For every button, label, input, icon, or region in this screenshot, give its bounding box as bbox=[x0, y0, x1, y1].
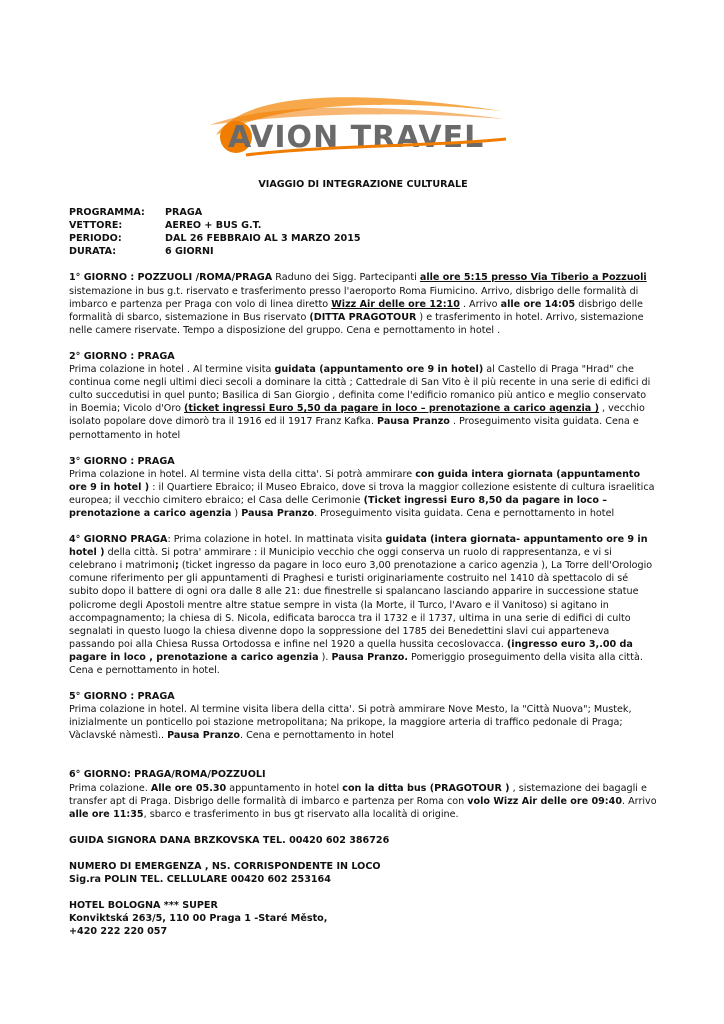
day-1-text: ) e trasferimento in hotel. Arrivo, sistemazione nelle camere riservate. Tempo a disposizione del gruppo. Cena e pernottamento in hotel . bbox=[69, 311, 644, 336]
day-6-text: , sistemazione dei bagagli e transfer apt di Praga. Disbrigo delle formalità di imbarco e partenza per Roma con bbox=[69, 782, 647, 807]
day-2-paragraph bbox=[69, 350, 657, 442]
hotel-name: HOTEL BOLOGNA *** SUPER bbox=[69, 900, 218, 912]
day-1-flight: Wizz Air delle ore 12:10 bbox=[331, 298, 460, 310]
hotel-phone: +420 222 220 057 bbox=[69, 926, 168, 938]
day-5-paragraph bbox=[69, 690, 657, 742]
day-2-ticket: (ticket ingressi Euro 5,50 da pagare in loco – prenotazione a carico agenzia ) bbox=[184, 403, 599, 415]
day-4-text: della città. Si potra' ammirare : il Municipio vecchio che oggi conserva un ruolo di rappresentanza, e vi si celebrano i matrimoni bbox=[69, 547, 612, 572]
document-title: VIAGGIO DI INTEGRAZIONE CULTURALE bbox=[258, 179, 468, 190]
day-6-flight: volo Wizz Air delle ore 09:40 bbox=[467, 795, 622, 807]
day-2-lunch: Pausa Pranzo bbox=[377, 416, 450, 428]
day-1-bus: (DITTA PRAGOTOUR bbox=[309, 311, 417, 323]
day-5-text: . Cena e pernottamento in hotel bbox=[239, 730, 394, 742]
day-1-meeting: alle ore 5:15 presso Via Tiberio a Pozzuoli bbox=[419, 272, 647, 284]
emergency-contact bbox=[69, 860, 657, 886]
day-4-text: Pomeriggio proseguimento della visita alla città. Cena e pernottamento in hotel. bbox=[69, 651, 643, 676]
vettore-value: AEREO + BUS G.T. bbox=[165, 220, 262, 232]
day-4-semicolon: ; bbox=[174, 560, 179, 572]
day-1-arrival: alle ore 14:05 bbox=[500, 298, 576, 310]
day-2-text: Prima colazione in hotel . Al termine visita bbox=[69, 364, 275, 376]
hotel-contact bbox=[69, 899, 657, 938]
day-2-guide: guidata (appuntamento ore 9 in hotel) bbox=[274, 364, 484, 376]
day-4-text: (ticket ingresso da pagare in loco euro 3,00 prenotazione a carico agenzia ), La Torre dell'Orologio comune riferimento per gli appuntamenti di Praghesi e turisti originariamente costruito nel 1410 dà spettacolo di sé subito dopo il battere di ogni ora dalle 8 alle 21: due finestrelle si spalancano lasciando apparire in successione statue policrome degli Apostoli mentre altre statue sempre in vista (la Morte, il Turco, l'Avaro e il Vanitoso) si agitano in accompagnamento; la chiesa di S. Nicola, edificata barocca tra il 1732 e il 1737, ultima in una serie di edifici di culto segnalati in questo luogo la chiesa divenne dopo la soppressione del 1785 dei Benedettini slavi cui apparteneva passando poi alla Chiesa Russa Ortodossa e infine nel 1920 a quella hussita cecoslovacca. bbox=[69, 560, 653, 650]
day-1-text: . Arrivo bbox=[459, 298, 501, 310]
day-2-text: , vecchio isolato popolare dove dimorò tra il 1916 ed il 1917 Franz Kafka. bbox=[69, 403, 645, 428]
day-2-text: al Castello di Praga "Hrad" che continua come negli ultimi dieci secoli a dominare la città ; Cattedrale di San Vito è il più recente in una serie di edifici di culto succedutisi in quel punto; Basilica di San Giorgio , definita come l'edificio romanico più antico e meglio conservato in Boemia; Vicolo d'Oro bbox=[69, 364, 651, 415]
itinerary-content bbox=[69, 178, 657, 951]
contacts-section bbox=[69, 834, 657, 939]
programme-summary bbox=[69, 206, 657, 258]
emergency-phone: Sig.ra POLIN TEL. CELLULARE 00420 602 253164 bbox=[69, 874, 331, 886]
day-3-text: Prima colazione in hotel. Al termine vista della citta'. Si potrà ammirare bbox=[69, 468, 416, 480]
day-6-arrival: alle ore 11:35 bbox=[69, 808, 144, 820]
day-1-heading: 1° GIORNO : POZZUOLI /ROMA/PRAGA bbox=[69, 272, 273, 284]
day-2-heading: 2° GIORNO : PRAGA bbox=[69, 350, 175, 362]
day-4-text: : Prima colazione in hotel. In mattinata visita bbox=[167, 534, 386, 546]
day-3-heading: 3° GIORNO : PRAGA bbox=[69, 455, 175, 467]
vettore-label: VETTORE: bbox=[69, 220, 123, 232]
durata-label: DURATA: bbox=[69, 246, 117, 258]
logo-wordmark: AVION TRAVEL bbox=[228, 120, 485, 155]
day-4-heading: 4° GIORNO PRAGA bbox=[69, 534, 168, 546]
programma-value: PRAGA bbox=[165, 207, 203, 219]
day-6-heading: 6° GIORNO: PRAGA/ROMA/POZZUOLI bbox=[69, 769, 266, 781]
day-3-text: : il Quartiere Ebraico; il Museo Ebraico, dove si trova la maggior collezione esistente di cultura israelitica europea; il vecchio cimitero ebraico; el Casa delle Cerimonie bbox=[69, 481, 655, 506]
day-4-lunch: Pausa Pranzo. bbox=[331, 651, 408, 663]
day-3-text: ) bbox=[231, 507, 242, 519]
day-3-paragraph bbox=[69, 455, 657, 520]
programma-label: PROGRAMMA: bbox=[69, 207, 145, 219]
day-6-text: . Arrivo bbox=[622, 795, 657, 807]
day-5-text: Prima colazione in hotel. Al termine visita libera della citta'. Si potrà ammirare Nove Mesto, la "Città Nuova"; Mustek, inizialmente un ponticello poi stazione metropolitana; Na prikope, la maggiore arteria di traffico pedonale di Praga; Vàclavské nàmestì.. bbox=[69, 704, 632, 742]
day-4-text: ). bbox=[318, 651, 332, 663]
day-5-heading: 5° GIORNO : PRAGA bbox=[69, 691, 175, 703]
day-6-text: Prima colazione. bbox=[69, 782, 151, 794]
day-3-guide: con guida intera giornata (appuntamento ore 9 in hotel ) bbox=[69, 468, 641, 493]
periodo-value: DAL 26 FEBBRAIO AL 3 MARZO 2015 bbox=[165, 233, 361, 245]
guide-contact: GUIDA SIGNORA DANA BRZKOVSKA TEL. 00420 602 386726 bbox=[69, 834, 390, 846]
day-6-text: , sbarco e trasferimento in bus gt riservato alla località di origine. bbox=[143, 808, 459, 820]
periodo-label: PERIODO: bbox=[69, 233, 122, 245]
day-4-guide: guidata (intera giornata- appuntamento ore 9 in hotel ) bbox=[69, 534, 648, 559]
day-6-bus: con la ditta bus (PRAGOTOUR ) bbox=[342, 782, 510, 794]
day-5-lunch: Pausa Pranzo bbox=[167, 730, 240, 742]
day-1-text: disbrigo delle formalità di sbarco, sistemazione in Bus riservato bbox=[69, 298, 643, 323]
day-3-lunch: Pausa Pranzo bbox=[241, 507, 315, 519]
durata-value: 6 GIORNI bbox=[165, 246, 214, 258]
day-4-paragraph bbox=[69, 533, 657, 677]
day-6-text: appuntamento in hotel bbox=[226, 782, 343, 794]
day-6-paragraph bbox=[69, 768, 657, 820]
hotel-address: Konviktská 263/5, 110 00 Praga 1 -Staré Město, bbox=[69, 913, 328, 925]
emergency-heading: NUMERO DI EMERGENZA , NS. CORRISPONDENTE IN LOCO bbox=[69, 860, 381, 872]
day-1-paragraph bbox=[69, 271, 657, 336]
day-3-ticket: (Ticket ingressi Euro 8,50 da pagare in loco – prenotazione a carico agenzia bbox=[69, 494, 608, 519]
day-1-text: Raduno dei Sigg. Partecipanti bbox=[272, 272, 420, 284]
day-6-meeting: Alle ore 05.30 bbox=[150, 782, 227, 794]
day-2-text: . Proseguimento visita guidata. Cena e pernottamento in hotel bbox=[69, 416, 639, 441]
day-1-text: sistemazione in bus g.t. riservato e trasferimento presso l'aeroporto Roma Fiumicino. Arrivo, disbrigo delle formalità di imbarco e partenza per Praga con volo di linea diretto bbox=[69, 285, 639, 310]
avion-travel-logo bbox=[206, 95, 508, 161]
day-4-ticket: (ingresso euro 3,.00 da pagare in loco , prenotazione a carico agenzia bbox=[69, 638, 633, 663]
day-3-text: . Proseguimento visita guidata. Cena e pernottamento in hotel bbox=[314, 507, 615, 519]
